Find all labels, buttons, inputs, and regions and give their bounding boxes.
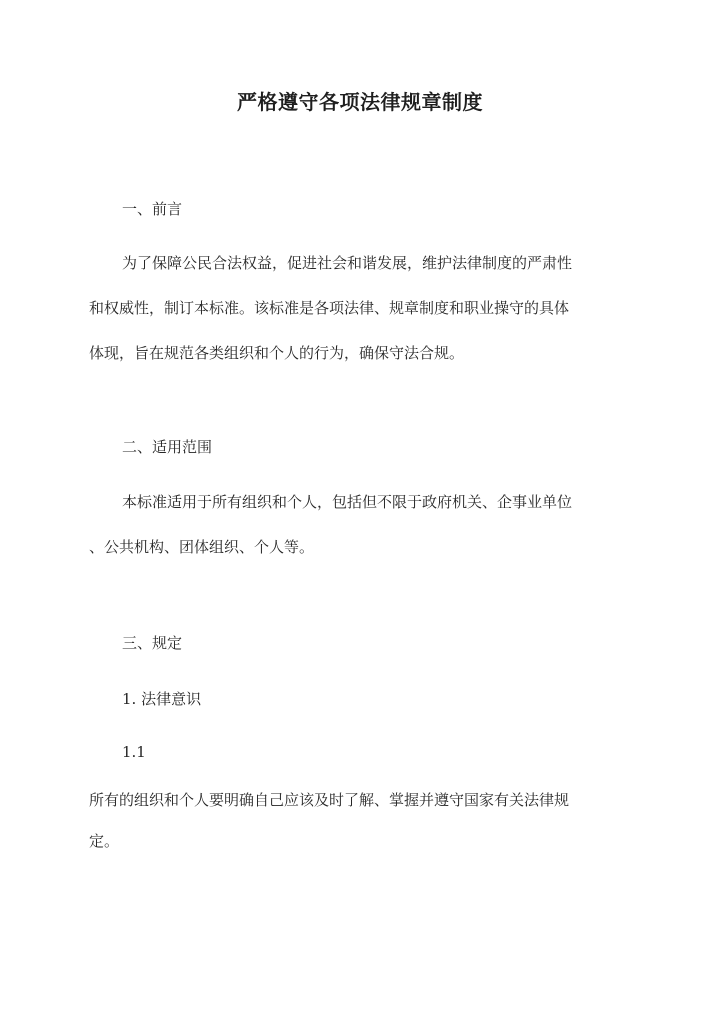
paragraph-line: 和权威性，制订本标准。该标准是各项法律、规章制度和职业操守的具体 [89, 299, 570, 317]
section-heading-scope: 二、适用范围 [122, 438, 213, 456]
clause-number: 1.1 [122, 743, 146, 761]
subheading-legal-awareness: 1. 法律意识 [122, 690, 202, 708]
paragraph-line: 本标准适用于所有组织和个人，包括但不限于政府机关、企事业单位 [122, 493, 573, 511]
paragraph-line: 为了保障公民合法权益，促进社会和谐发展，维护法律制度的严肃性 [122, 254, 573, 272]
clause-line: 所有的组织和个人要明确自己应该及时了解、掌握并遵守国家有关法律规 [89, 791, 570, 809]
document-title: 严格遵守各项法律规章制度 [237, 90, 483, 114]
section-heading-rules: 三、规定 [122, 634, 183, 652]
section-heading-preface: 一、前言 [122, 200, 183, 218]
paragraph-line: 体现，旨在规范各类组织和个人的行为，确保守法合规。 [89, 344, 465, 362]
clause-line: 定。 [89, 832, 120, 850]
paragraph-line: 、公共机构、团体组织、个人等。 [89, 538, 315, 556]
